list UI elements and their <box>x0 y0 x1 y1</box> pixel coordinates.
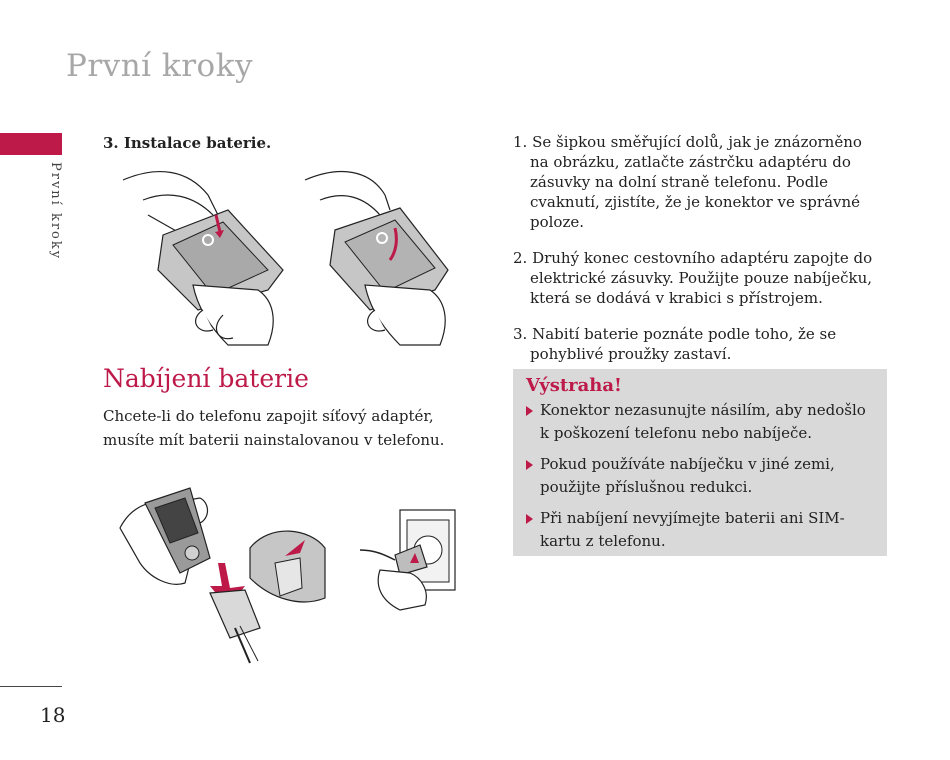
warning-item <box>525 399 875 445</box>
warning-box <box>513 369 887 556</box>
battery-install-illustration-1 <box>118 160 288 350</box>
page-header-title: První kroky <box>66 48 253 84</box>
charging-steps-list <box>513 132 883 380</box>
section-side-label: První kroky <box>48 162 63 261</box>
page-number: 18 <box>40 703 66 727</box>
charging-step-3: 3. Nabití baterie poznáte podle toho, že se pohyblivé proužky zastaví. <box>513 325 837 363</box>
warning-item-text: Pokud používáte nabíječku v jiné zemi, použijte příslušnou redukci. <box>540 455 835 496</box>
charging-step-1: 1. Se šipkou směřující dolů, jak je znázorněno na obrázku, zatlačte zástrčku adaptéru do zásuvky na dolní straně telefonu. Podle cvaknutí, zjistíte, že je konektor ve správné poloze. <box>513 133 862 231</box>
triangle-bullet-icon <box>526 460 533 470</box>
wall-outlet-illustration <box>355 505 465 615</box>
warning-list <box>525 399 875 561</box>
battery-install-illustration-2 <box>300 160 450 350</box>
footer-rule <box>0 686 62 687</box>
section-marker-bar <box>0 133 62 155</box>
charger-connect-illustration <box>110 478 330 668</box>
warning-title: Výstraha! <box>526 375 622 396</box>
warning-item <box>525 507 875 553</box>
install-battery-heading: 3. Instalace baterie. <box>103 134 272 152</box>
warning-item-text: Při nabíjení nevyjímejte baterii ani SIM-kartu z telefonu. <box>540 509 845 550</box>
charging-section-title: Nabíjení baterie <box>103 364 309 393</box>
triangle-bullet-icon <box>526 514 533 524</box>
warning-item <box>525 453 875 499</box>
charging-intro-text: Chcete-li do telefonu zapojit síťový adaptér, musíte mít baterii nainstalovanou v telefonu. <box>103 407 445 449</box>
triangle-bullet-icon <box>526 406 533 416</box>
warning-item-text: Konektor nezasunujte násilím, aby nedošlo k poškození telefonu nebo nabíječe. <box>540 401 866 442</box>
charging-step-2: 2. Druhý konec cestovního adaptéru zapojte do elektrické zásuvky. Použijte pouze nabíječku, která se dodává v krabici s přístrojem. <box>513 249 873 307</box>
